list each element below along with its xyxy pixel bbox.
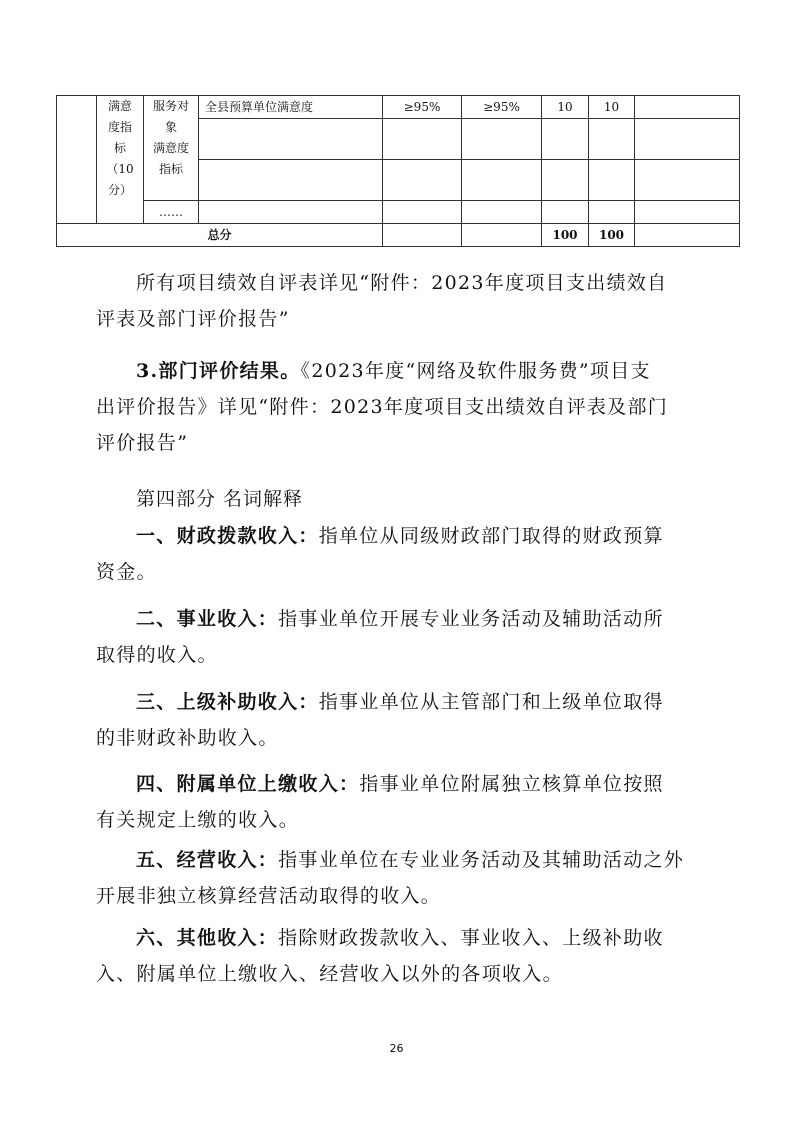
text-line xyxy=(96,766,702,802)
empty-cell xyxy=(383,224,462,247)
keyword: 二、事业收入： xyxy=(136,608,279,630)
total-label: 总分 xyxy=(57,224,383,247)
category-line: （10 xyxy=(106,162,134,176)
empty-cell xyxy=(635,160,740,201)
empty-cell xyxy=(199,160,383,201)
keyword: 四、附属单位上缴收入： xyxy=(136,773,360,795)
text-run: 指事业单位从主管部门和上级单位取得 xyxy=(318,691,664,713)
empty-cell xyxy=(383,119,462,160)
subcategory-line: 指标 xyxy=(158,162,183,176)
empty-cell xyxy=(383,201,462,224)
paragraph-evaluation-result xyxy=(96,353,702,461)
actual-value: ≥95% xyxy=(462,96,542,119)
empty-cell xyxy=(635,201,740,224)
category-line: 满意 xyxy=(107,99,132,113)
text-run: 指事业单位在专业业务活动及其辅助活动之外 xyxy=(278,849,685,871)
empty-cell xyxy=(383,160,462,201)
keyword: 三、上级补助收入： xyxy=(136,691,319,713)
text-line xyxy=(96,920,702,956)
text-line: 出评价报告》详见“附件：2023年度项目支出绩效自评表及部门 xyxy=(96,396,669,418)
subcategory-line: 服务对 xyxy=(152,99,189,113)
text-line: 所有项目绩效自评表详见“附件：2023年度项目支出绩效自 xyxy=(136,272,668,294)
weight-value: 10 xyxy=(542,96,589,119)
empty-cell xyxy=(635,119,740,160)
keyword: 五、经营收入： xyxy=(136,849,279,871)
text-line xyxy=(96,353,702,389)
indicator-name: 全县预算单位满意度 xyxy=(199,96,383,119)
category-line: 分） xyxy=(107,183,132,197)
paragraph-attachment xyxy=(96,265,702,337)
text-line: 入、附属单位上缴收入、经营收入以外的各项收入。 xyxy=(96,963,563,985)
empty-cell xyxy=(199,119,383,160)
subcategory-cell xyxy=(144,96,199,201)
ellipsis-cell: …… xyxy=(144,201,199,224)
empty-cell xyxy=(199,201,383,224)
definition-5 xyxy=(96,842,702,914)
remark-cell xyxy=(635,96,740,119)
definition-3 xyxy=(96,684,702,756)
score-value: 10 xyxy=(589,96,635,119)
empty-cell xyxy=(462,119,542,160)
text-line: 有关规定上缴的收入。 xyxy=(96,809,300,831)
text-run: 指事业单位附属独立核算单位按照 xyxy=(359,773,664,795)
text-run: 指除财政拨款收入、事业收入、上级补助收 xyxy=(278,927,664,949)
text-line: 评价报告” xyxy=(96,432,189,454)
subcategory-line: 象 xyxy=(164,120,177,134)
definition-1 xyxy=(96,518,702,590)
empty-cell xyxy=(542,201,589,224)
keyword: 3.部门评价结果。 xyxy=(136,360,301,382)
text-run: 指单位从同级财政部门取得的财政预算 xyxy=(318,525,664,547)
text-line xyxy=(96,842,702,878)
empty-cell xyxy=(542,160,589,201)
text-run: 《2023年度“网络及软件服务费”项目支 xyxy=(300,360,651,382)
keyword: 一、财政拨款收入： xyxy=(136,525,319,547)
total-weight: 100 xyxy=(542,224,589,247)
section-title: 第四部分 名词解释 xyxy=(136,488,304,510)
empty-cell xyxy=(589,201,635,224)
definition-6 xyxy=(96,920,702,992)
text-line xyxy=(96,684,702,720)
target-value: ≥95% xyxy=(383,96,462,119)
text-line xyxy=(96,518,702,554)
definition-2 xyxy=(96,601,702,673)
category-line: 标 xyxy=(113,141,126,155)
keyword: 六、其他收入： xyxy=(136,927,279,949)
empty-cell xyxy=(635,224,740,247)
text-line: 资金。 xyxy=(96,561,157,583)
category-cell xyxy=(97,96,144,224)
total-score: 100 xyxy=(589,224,635,247)
text-line: 的非财政补助收入。 xyxy=(96,727,279,749)
empty-cell xyxy=(462,201,542,224)
empty-cell xyxy=(589,119,635,160)
empty-cell xyxy=(589,160,635,201)
text-line: 开展非独立核算经营活动取得的收入。 xyxy=(96,885,442,907)
subcategory-line: 满意度 xyxy=(152,141,189,155)
blank-first-column xyxy=(57,96,97,224)
category-line: 度指 xyxy=(107,120,132,134)
definition-4 xyxy=(96,766,702,838)
page-number: 26 xyxy=(389,1042,404,1055)
text-line: 评表及部门评价报告” xyxy=(96,308,290,330)
text-run: 指事业单位开展专业业务活动及辅助活动所 xyxy=(278,608,664,630)
empty-cell xyxy=(542,119,589,160)
text-line: 取得的收入。 xyxy=(96,644,218,666)
empty-cell xyxy=(462,224,542,247)
empty-cell xyxy=(462,160,542,201)
performance-table xyxy=(56,95,740,247)
text-line xyxy=(96,601,702,637)
